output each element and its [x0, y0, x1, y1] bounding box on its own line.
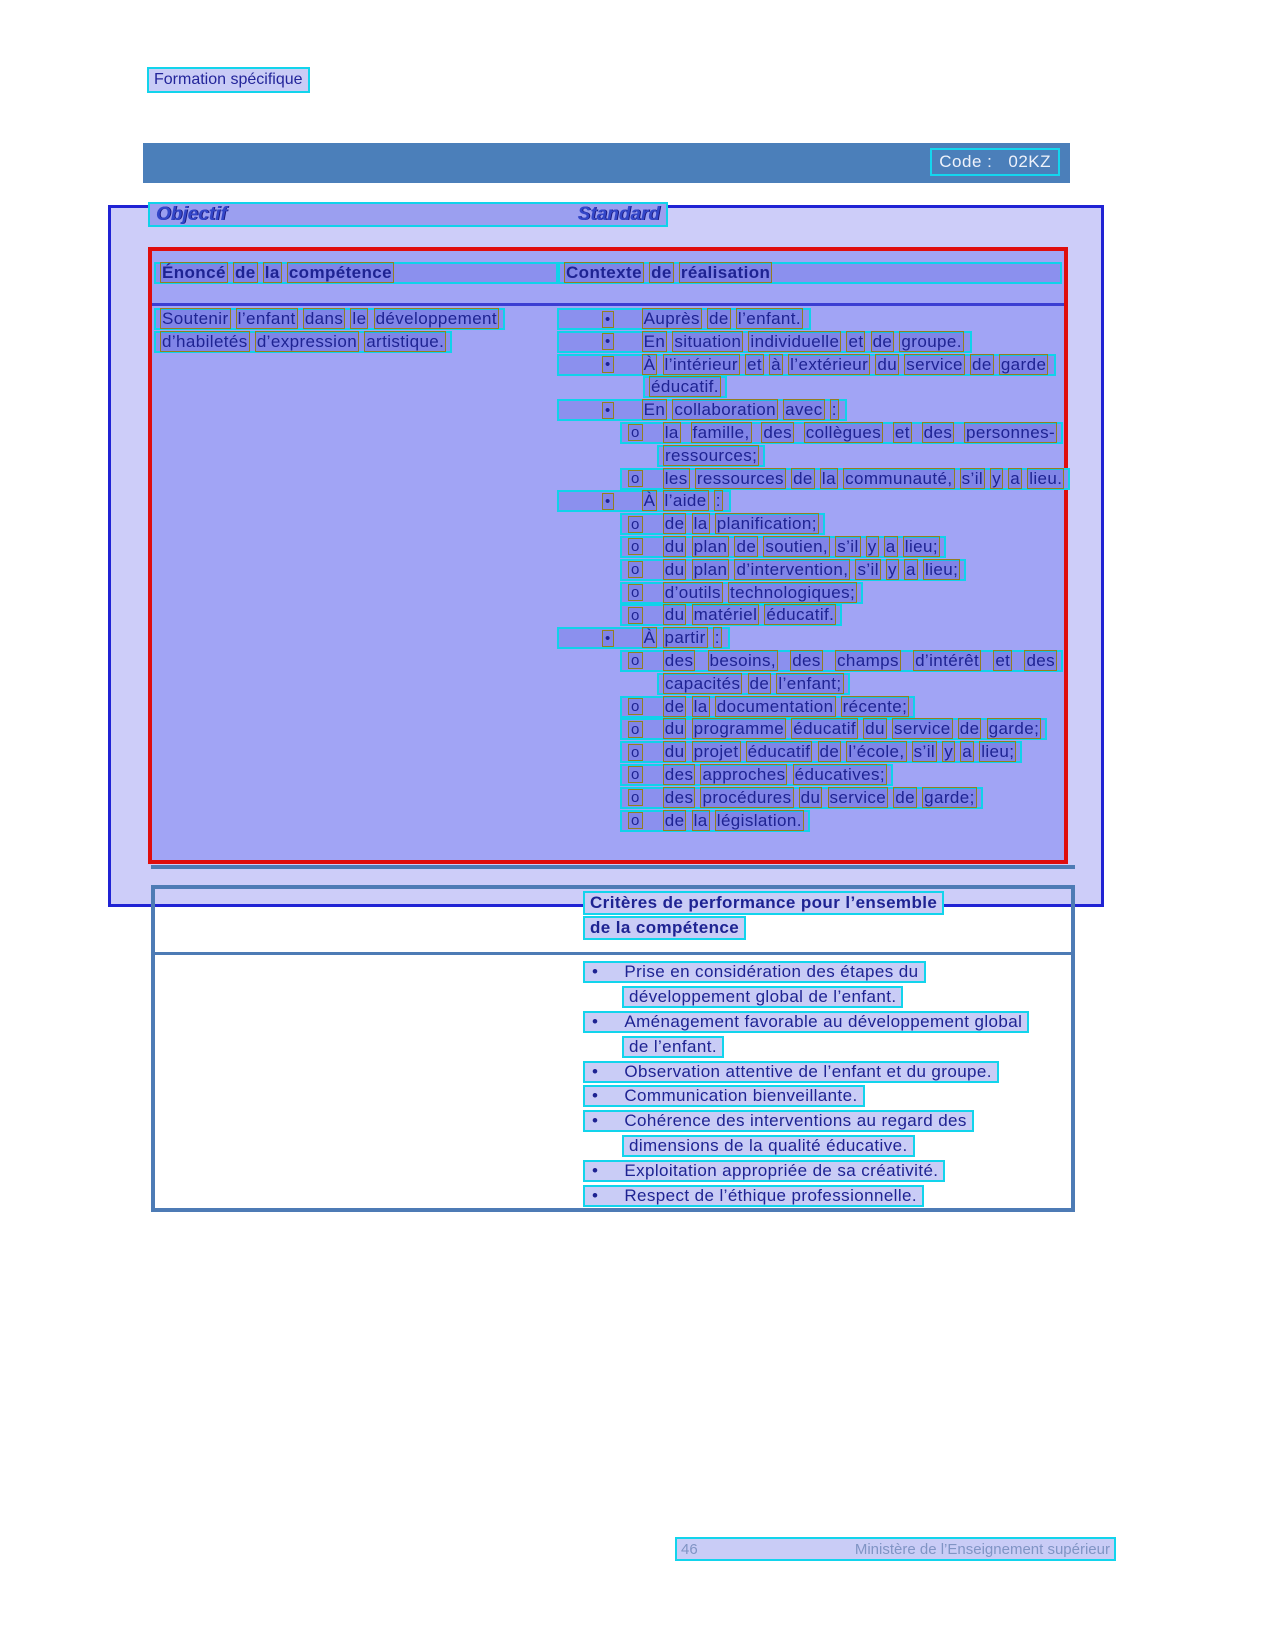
- list-item: [557, 604, 1063, 627]
- bullet-icon: o: [628, 766, 643, 783]
- header-right-text: Contexte de réalisation: [566, 263, 771, 282]
- competence-table-header-right: [558, 262, 1062, 284]
- bullet-icon: •: [592, 1186, 599, 1206]
- list-item-text: Respect de l’éthique professionnelle.: [624, 1186, 918, 1206]
- list-item: [557, 627, 1063, 650]
- list-item: [557, 422, 1063, 445]
- criteria-header-line2: de la compétence: [590, 918, 740, 937]
- code-badge: [930, 148, 1060, 176]
- competence-table-header-left: [154, 262, 558, 284]
- list-item: [557, 468, 1063, 491]
- table-separator-line: [151, 865, 1075, 869]
- bullet-icon: •: [592, 1086, 599, 1106]
- criteria-header-divider: [155, 952, 1071, 955]
- list-item-text: de la documentation récente;: [664, 696, 908, 716]
- list-item: [583, 1110, 1071, 1135]
- list-item: [583, 1185, 1071, 1210]
- list-item-text: éducatif.: [651, 377, 719, 397]
- list-item-text: En situation individuelle et de groupe.: [643, 331, 962, 351]
- ministry-label: Ministère de l’Enseignement supérieur: [854, 1540, 1110, 1558]
- list-item-text: du matériel éducatif.: [664, 605, 835, 625]
- bullet-icon: o: [628, 812, 643, 829]
- list-item: [583, 1160, 1071, 1185]
- list-item: [557, 764, 1063, 787]
- bullet-icon: o: [628, 561, 643, 578]
- list-item: [557, 536, 1063, 559]
- bullet-icon: o: [628, 698, 643, 715]
- page-number: 46: [681, 1540, 698, 1558]
- bullet-icon: •: [592, 1061, 599, 1081]
- list-item-text: de la législation.: [664, 810, 802, 830]
- list-item: [557, 741, 1063, 764]
- list-item-text: du programme éducatif du service de garde;: [664, 719, 1040, 739]
- bullet-icon: o: [628, 721, 643, 738]
- list-item-text: Cohérence des interventions au regard des: [624, 1111, 967, 1131]
- bullet-icon: •: [592, 1161, 599, 1181]
- list-item-text: la famille, des collègues et des personnes-: [664, 422, 1056, 442]
- competence-line: [154, 331, 505, 354]
- code-value: 02KZ: [1008, 152, 1051, 171]
- list-item-text: Observation attentive de l’enfant et du groupe.: [624, 1061, 992, 1081]
- bullet-icon: •: [602, 493, 614, 510]
- list-item-text: de la planification;: [664, 514, 817, 534]
- bullet-icon: o: [628, 789, 643, 806]
- list-item-text: Auprès de l’enfant.: [643, 309, 802, 328]
- header-left-text: Énoncé de la compétence: [162, 263, 393, 282]
- title-bar: [143, 143, 1070, 183]
- list-item: [557, 582, 1063, 605]
- section-label-text: Formation spécifique: [154, 71, 303, 88]
- list-item: [557, 331, 1063, 354]
- column-headers: [148, 202, 668, 227]
- bullet-icon: o: [628, 538, 643, 555]
- bullet-icon: •: [602, 333, 614, 350]
- criteria-table: [151, 885, 1075, 1212]
- competence-statement: [154, 308, 505, 354]
- bullet-icon: o: [628, 470, 643, 487]
- bullet-icon: •: [602, 356, 614, 373]
- list-item-text: capacités de l’enfant;: [665, 673, 842, 693]
- list-item-text: les ressources de la communauté, s’il y a lieu.: [664, 468, 1063, 488]
- list-item: [557, 787, 1063, 810]
- criteria-table-header: [583, 891, 944, 941]
- list-item: [557, 718, 1063, 741]
- list-item-text: de l’enfant.: [629, 1036, 717, 1056]
- list-item-text: ressources;: [665, 445, 758, 465]
- bullet-icon: •: [592, 1111, 599, 1131]
- list-item-text: dimensions de la qualité éducative.: [629, 1136, 908, 1156]
- standard-heading: Standard: [577, 203, 660, 225]
- bullet-icon: o: [628, 516, 643, 533]
- list-item: [557, 810, 1063, 833]
- list-item-text: À partir :: [643, 628, 720, 648]
- competence-line-text: Soutenir l’enfant dans le développement: [162, 309, 498, 328]
- list-item: [583, 961, 1071, 986]
- list-item: [557, 399, 1063, 422]
- competence-line: [154, 308, 505, 331]
- list-item-text: développement global de l’enfant.: [629, 986, 897, 1006]
- bullet-icon: •: [592, 1011, 599, 1031]
- bullet-icon: o: [628, 744, 643, 761]
- list-item-text: Prise en considération des étapes du: [624, 962, 919, 981]
- list-item: [583, 1135, 1071, 1160]
- bullet-icon: o: [628, 652, 643, 669]
- list-item: [583, 1036, 1071, 1061]
- list-item-text: du plan d’intervention, s’il y a lieu;: [664, 559, 959, 579]
- list-item: [557, 696, 1063, 719]
- criteria-list: [583, 961, 1071, 1210]
- bullet-icon: o: [628, 424, 643, 441]
- list-item: [557, 308, 1063, 331]
- list-item-text: Communication bienveillante.: [624, 1086, 858, 1106]
- bullet-icon: •: [602, 402, 614, 419]
- bullet-icon: •: [602, 311, 614, 328]
- competence-line-text: d’habiletés d’expression artistique.: [162, 331, 445, 351]
- list-item-text: À l’intérieur et à l’extérieur du service de garde: [643, 354, 1047, 374]
- list-item-text: Aménagement favorable au développement global: [624, 1011, 1023, 1031]
- table-row-divider: [152, 303, 1064, 306]
- criteria-header-line1: Critères de performance pour l’ensemble: [590, 893, 938, 912]
- list-item: [557, 650, 1063, 673]
- bullet-icon: o: [628, 607, 643, 624]
- list-item: [583, 986, 1071, 1011]
- section-label: [147, 67, 310, 93]
- competence-table: [148, 247, 1068, 864]
- bullet-icon: o: [628, 584, 643, 601]
- list-item: [557, 490, 1063, 513]
- list-item-text: Exploitation appropriée de sa créativité.: [624, 1161, 939, 1181]
- list-item: [583, 1061, 1071, 1086]
- list-item: [557, 559, 1063, 582]
- bullet-icon: •: [602, 630, 614, 647]
- page-footer: [675, 1537, 1116, 1561]
- list-item-text: En collaboration avec :: [643, 400, 837, 420]
- list-item-text: des besoins, des champs d’intérêt et des: [664, 650, 1056, 670]
- list-item: [583, 1085, 1071, 1110]
- list-item-text: des approches éducatives;: [664, 764, 886, 784]
- objectif-heading: Objectif: [156, 203, 227, 225]
- list-item: [557, 445, 1063, 468]
- list-item: [583, 1011, 1071, 1036]
- list-item-text: À l’aide :: [643, 491, 721, 511]
- list-item: [557, 376, 1063, 399]
- list-item: [557, 513, 1063, 536]
- list-item-text: du projet éducatif de l’école, s’il y a lieu;: [664, 742, 1015, 762]
- context-list: [557, 308, 1063, 832]
- list-item-text: des procédures du service de garde;: [664, 787, 975, 807]
- list-item-text: d’outils technologiques;: [664, 582, 856, 602]
- list-item-text: du plan de soutien, s’il y a lieu;: [664, 536, 938, 556]
- code-label: Code :: [939, 152, 993, 171]
- bullet-icon: •: [592, 962, 599, 981]
- list-item: [557, 673, 1063, 696]
- list-item: [557, 354, 1063, 377]
